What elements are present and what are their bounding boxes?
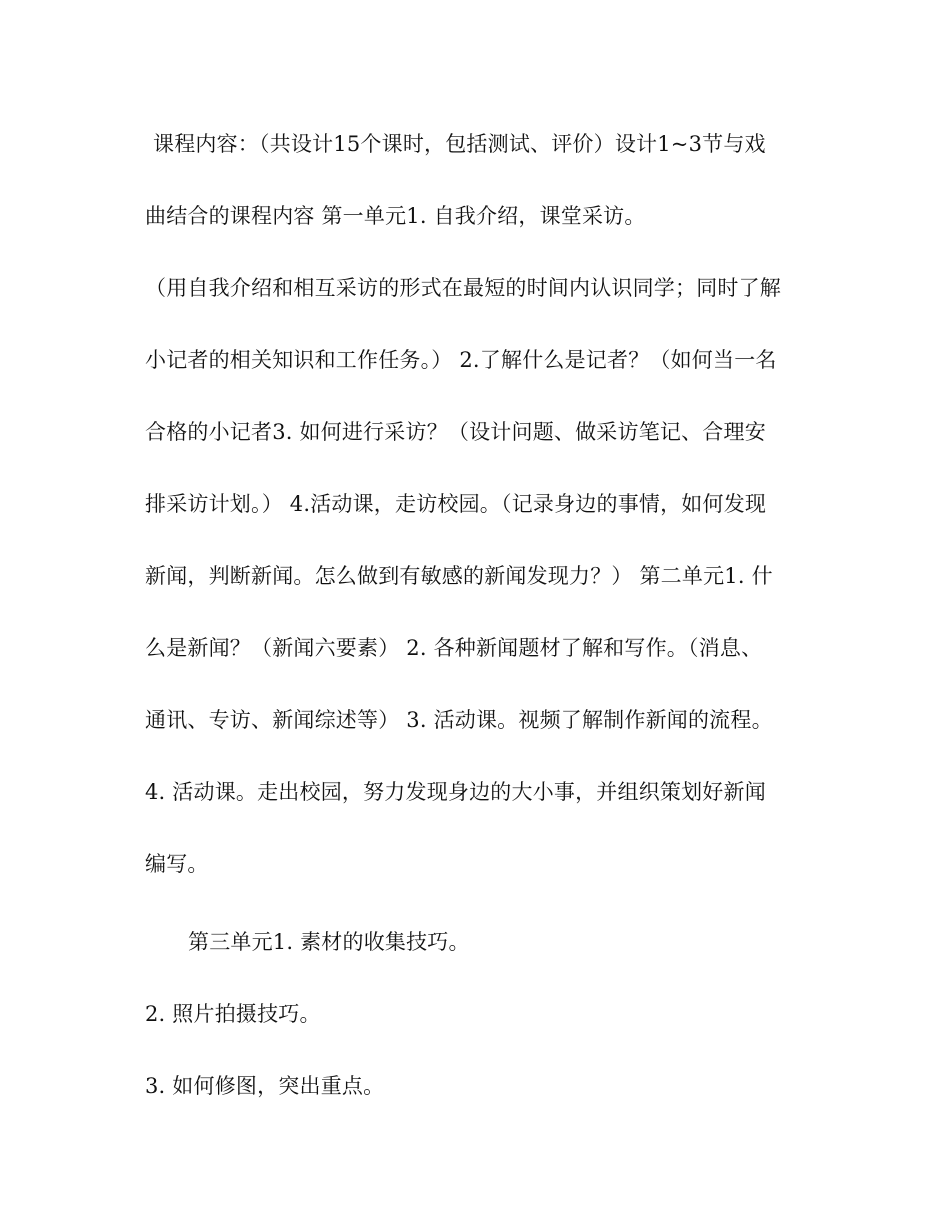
text-line-14: 3. 如何修图，突出重点。 <box>145 1074 385 1098</box>
text-line-10: 4. 活动课。走出校园，努力发现身边的大小事，并组织策划好新闻 <box>145 780 766 804</box>
text-line-6: 排采访计划。） 4.活动课，走访校园。（记录身边的事情，如何发现 <box>145 492 767 516</box>
text-line-8: 么是新闻？（新闻六要素） 2. 各种新闻题材了解和写作。（消息、 <box>145 636 763 660</box>
text-line-13: 2. 照片拍摄技巧。 <box>145 1002 321 1026</box>
text-line-11: 编写。 <box>145 852 209 876</box>
text-line-12: 第三单元1. 素材的收集技巧。 <box>188 930 470 954</box>
text-line-4: 小记者的相关知识和工作任务。） 2.了解什么是记者？（如何当一名 <box>145 348 777 372</box>
text-line-9: 通讯、专访、新闻综述等） 3. 活动课。视频了解制作新闻的流程。 <box>145 708 773 732</box>
text-line-5: 合格的小记者3. 如何进行采访？（设计问题、做采访笔记、合理安 <box>145 420 766 444</box>
text-line-1: 课程内容：（共设计15个课时，包括测试、评价）设计1~3节与戏 <box>153 132 766 156</box>
text-line-7: 新闻，判断新闻。怎么做到有敏感的新闻发现力？） 第二单元1. 什 <box>145 564 773 588</box>
text-line-3: （用自我介绍和相互采访的形式在最短的时间内认识同学；同时了解 <box>145 276 781 300</box>
text-line-2: 曲结合的课程内容 第一单元1. 自我介绍，课堂采访。 <box>145 204 646 228</box>
